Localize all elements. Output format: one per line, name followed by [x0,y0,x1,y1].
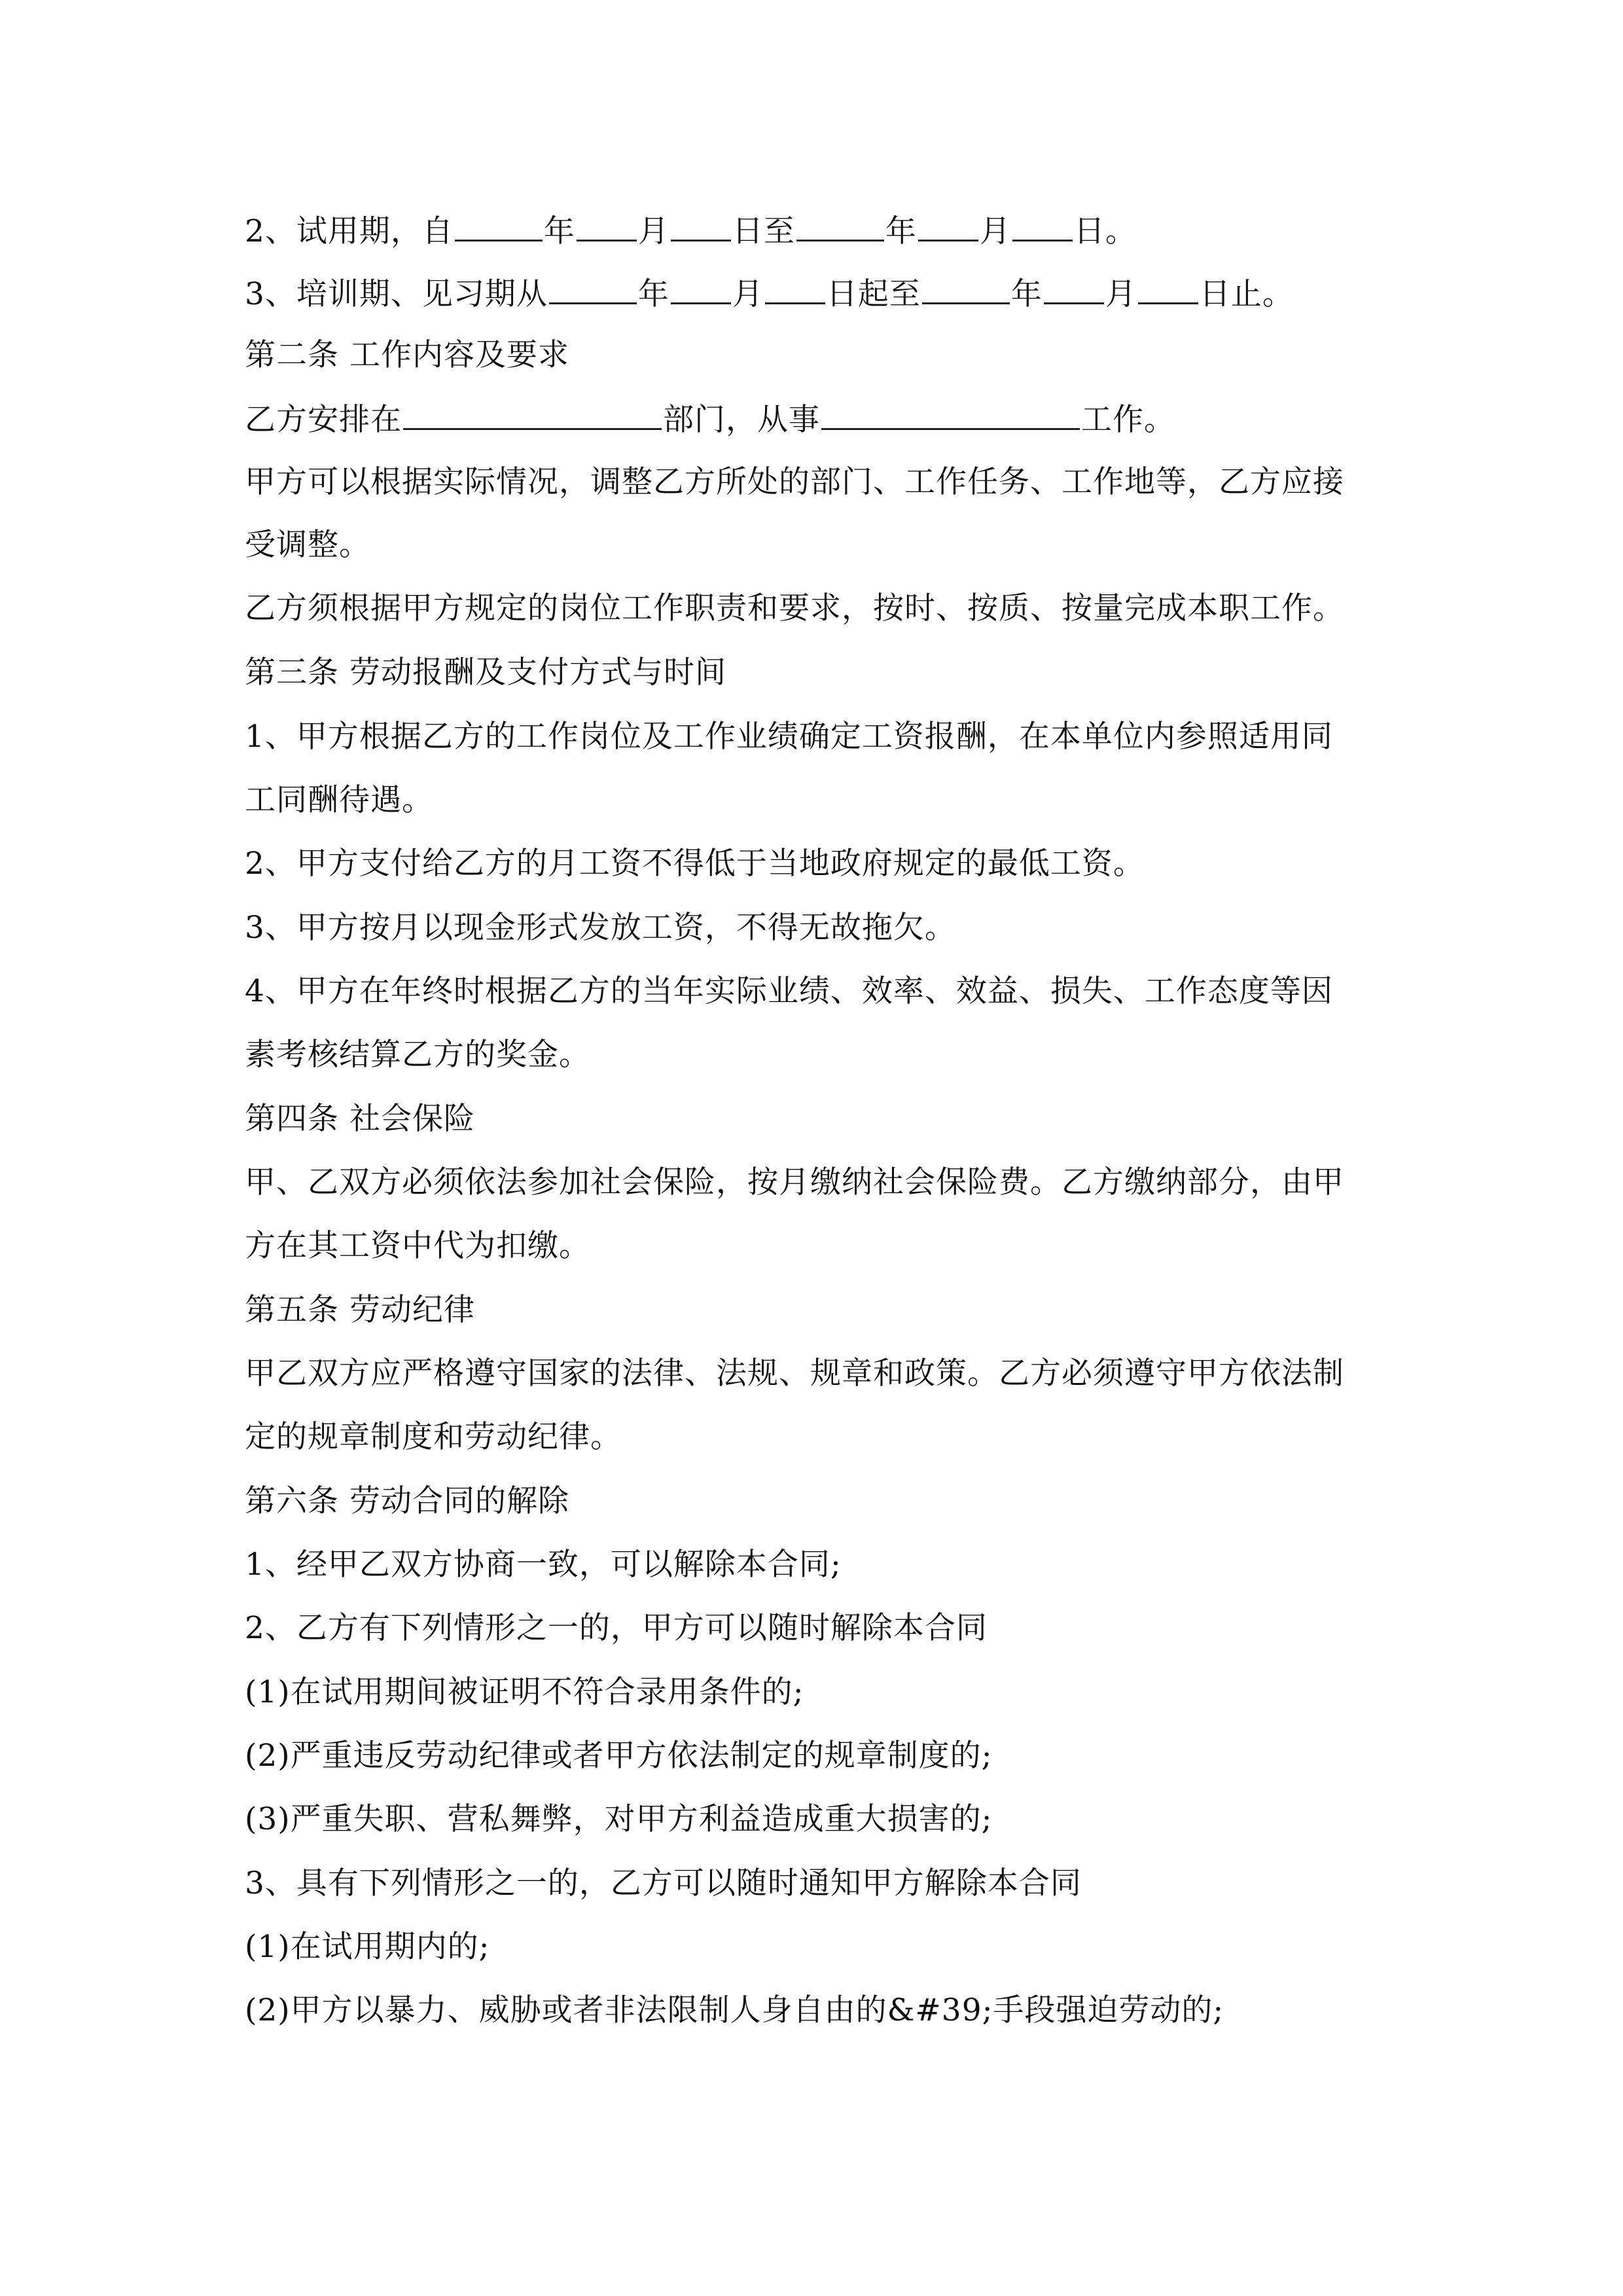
probation-prefix: 2、试用期，自 [245,213,454,249]
job-blank-field[interactable] [821,399,1080,430]
paragraph-line: 素考核结算乙方的奖金。 [245,1037,590,1073]
paragraph-line: 乙方须根据甲方规定的岗位工作职责和要求，按时、按质、按量完成本职工作。 [245,590,1344,626]
blank-field[interactable] [455,211,543,242]
year-label: 年 [543,213,575,249]
blank-field[interactable] [577,211,637,242]
day-label: 日至 [732,213,795,249]
list-item: 3、具有下列情形之一的，乙方可以随时通知甲方解除本合同 [245,1865,1082,1901]
blank-field[interactable] [549,274,637,304]
year-label: 年 [637,276,669,312]
paragraph-line: 方在其工资中代为扣缴。 [245,1228,590,1264]
day-label: 日止。 [1199,276,1294,312]
list-item: (3)严重失职、营私舞弊，对甲方利益造成重大损害的; [245,1801,993,1837]
article-4-title: 第四条 社会保险 [245,1101,475,1137]
paragraph-line: 甲、乙双方必须依法参加社会保险，按月缴纳社会保险费。乙方缴纳部分，由甲 [245,1164,1344,1200]
blank-field[interactable] [671,211,731,242]
article-6-title: 第六条 劳动合同的解除 [245,1483,569,1519]
paragraph-line: 2、甲方支付给乙方的月工资不得低于当地政府规定的最低工资。 [245,846,1145,882]
list-item: (1)在试用期间被证明不符合录用条件的; [245,1674,804,1710]
list-item: 1、经甲乙双方协商一致，可以解除本合同; [245,1547,842,1583]
list-item: (1)在试用期内的; [245,1929,490,1965]
article-2-title: 第二条 工作内容及要求 [245,337,569,373]
assignment-suffix: 工作。 [1081,402,1175,438]
assignment-prefix: 乙方安排在 [245,402,402,438]
month-label: 月 [979,213,1011,249]
paragraph-line: 工同酬待遇。 [245,782,433,818]
paragraph-line: 甲方可以根据实际情况，调整乙方所处的部门、工作任务、工作地等，乙方应接 [245,464,1344,500]
article-3-title: 第三条 劳动报酬及支付方式与时间 [245,655,726,691]
department-blank-field[interactable] [403,399,662,430]
paragraph-line: 受调整。 [245,527,370,563]
blank-field[interactable] [1138,274,1198,304]
paragraph-line: 4、甲方在年终时根据乙方的当年实际业绩、效率、效益、损失、工作态度等因 [245,973,1333,1009]
paragraph-line: 甲乙双方应严格遵守国家的法律、法规、规章和政策。乙方必须遵守甲方依法制 [245,1355,1344,1391]
list-item: 2、乙方有下列情形之一的，甲方可以随时解除本合同 [245,1610,988,1646]
blank-field[interactable] [918,211,978,242]
blank-field[interactable] [765,274,825,304]
day-label: 日。 [1073,213,1137,249]
year-label: 年 [1010,276,1043,312]
blank-field[interactable] [796,211,884,242]
probation-period-line [245,211,1410,251]
paragraph-line: 3、甲方按月以现金形式发放工资，不得无故拖欠。 [245,910,956,946]
training-prefix: 3、培训期、见习期从 [245,276,548,312]
blank-field[interactable] [1012,211,1073,242]
blank-field[interactable] [922,274,1010,304]
paragraph-line: 1、甲方根据乙方的工作岗位及工作业绩确定工资报酬，在本单位内参照适用同 [245,719,1333,755]
year-label: 年 [885,213,917,249]
day-label: 日起至 [826,276,921,312]
assignment-mid: 部门，从事 [663,402,820,438]
training-period-line [245,274,1410,314]
month-label: 月 [732,276,764,312]
paragraph-line: 定的规章制度和劳动纪律。 [245,1419,622,1455]
article-2-assignment-line [245,399,1410,440]
blank-field[interactable] [671,274,731,304]
month-label: 月 [637,213,669,249]
list-item: (2)严重违反劳动纪律或者甲方依法制定的规章制度的; [245,1738,993,1774]
list-item: (2)甲方以暴力、威胁或者非法限制人身自由的&#39;手段强迫劳动的; [245,1992,1224,2028]
blank-field[interactable] [1044,274,1104,304]
article-5-title: 第五条 劳动纪律 [245,1292,475,1328]
month-label: 月 [1105,276,1137,312]
